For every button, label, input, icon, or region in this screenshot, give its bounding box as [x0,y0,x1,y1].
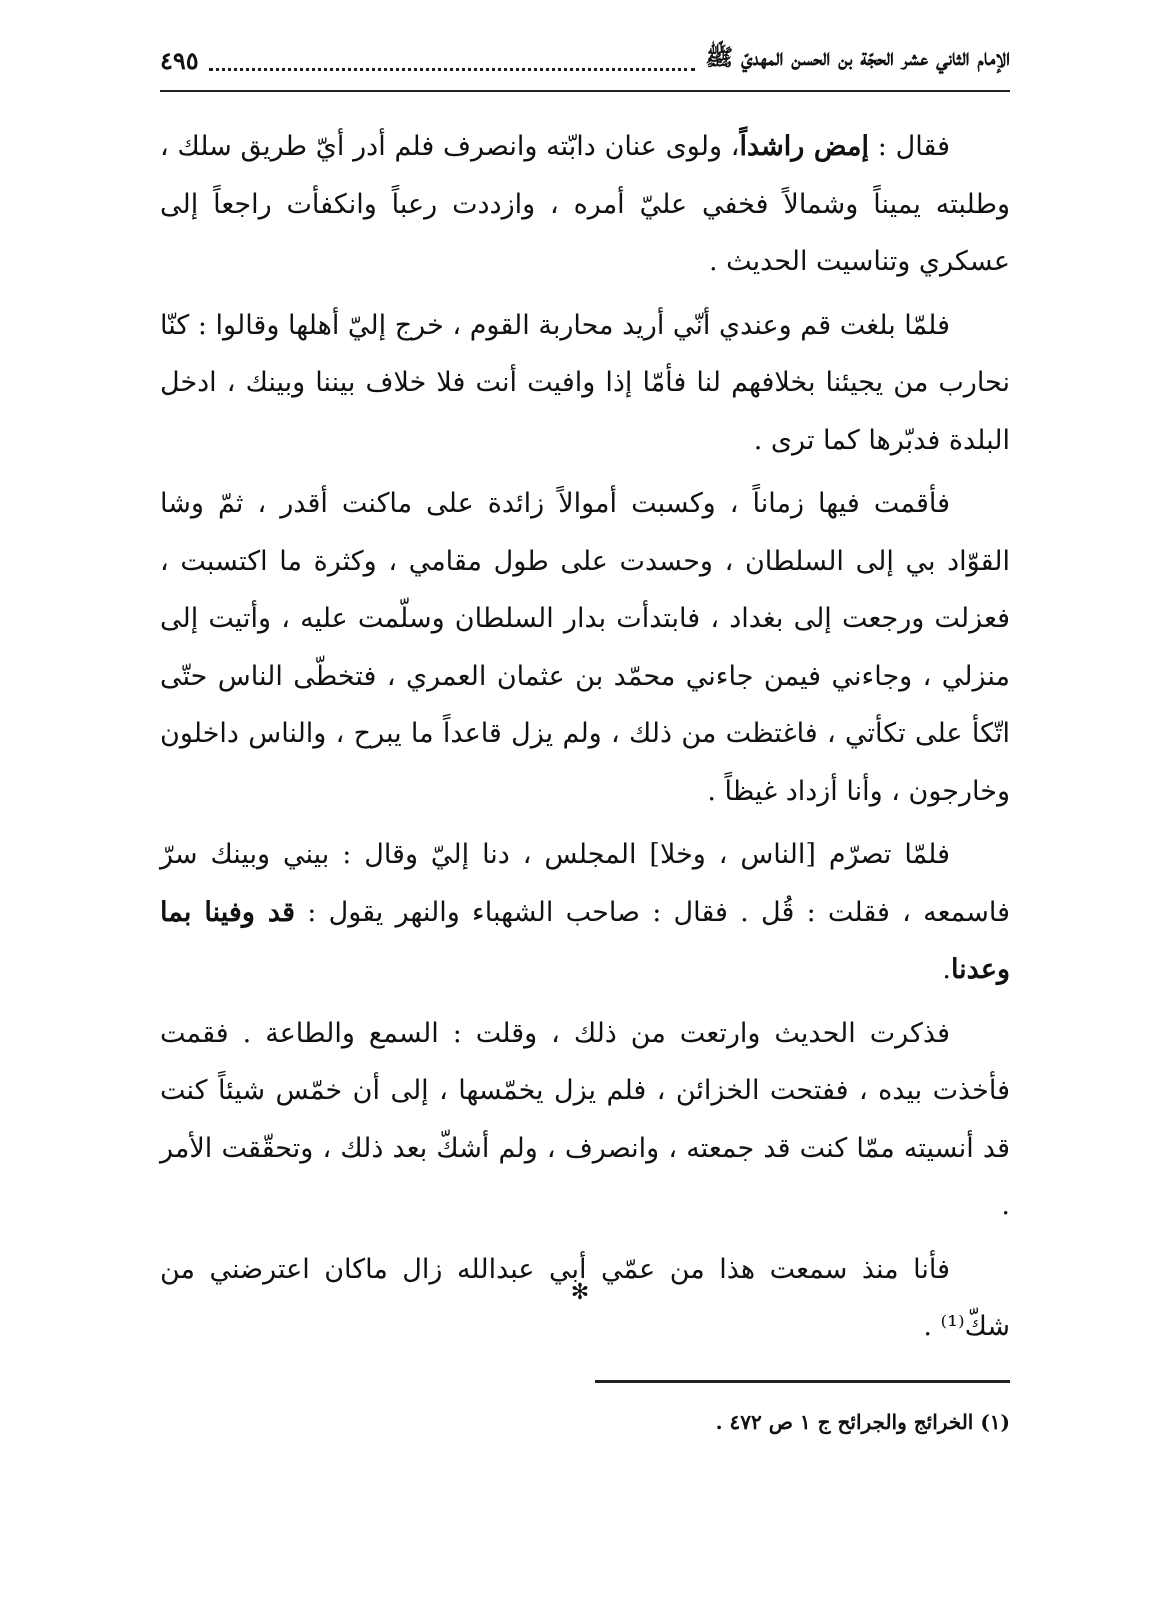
paragraph-text: فقال : [868,131,951,162]
paragraph-3: فأقمت فيها زماناً ، وكسبت أموالاً زائدة على ماكنت أقدر ، ثمّ وشا القوّاد بي إلى السلطان ، وحسدت على طول مقامي ، وكثرة ما اكتسبت ، فعزلت ورجعت إلى بغداد ، فابتدأت بدار السلطان وسلّمت عليه ، وأتيت إلى منزلي ، وجاءني فيمن جاءني محمّد بن عثمان العمري ، فتخطّى الناس حتّى اتّكأ على تكأتي ، فاغتظت من ذلك ، ولم يزل قاعداً ما يبرح ، والناس داخلون وخارجون ، وأنا أزداد غيظاً . [160,488,1010,807]
running-header [160,40,1010,80]
footnote-rule [595,1380,1010,1383]
paragraph-6: فأنا منذ سمعت هذا من عمّي أبي عبدالله زال ماكان اعترضني من شكّ⁽¹⁾ . [160,1253,1010,1342]
section-separator-icon: ✻ [570,1280,590,1305]
paragraph-5: فذكرت الحديث وارتعت من ذلك ، وقلت : السمع والطاعة . فقمت فأخذت بيده ، ففتحت الخزائن ، فلم يزل يخمّسها ، إلى أن خمّس شيئاً كنت قد أنسيته ممّا كنت قد جمعته ، وانصرف ، ولم أشكّ بعد ذلك ، وتحقّقت الأمر . [160,1017,1010,1221]
footnote: (١) الخرائج والجرائح ج ١ ص ٤٧٢ . [715,1410,1010,1434]
page-number: ٤٩٥ [160,45,199,75]
main-text [160,118,1010,1362]
paragraph-text: . [942,954,951,985]
paragraph-text: ، ولوى عنان دابّته وانصرف فلم أدر أيّ طريق سلك ، وطلبته يميناً وشمالاً فخفي عليّ أمره ، وازددت رعباً وانكفأت راجعاً إلى عسكري وتناسيت الحديث . [160,131,1010,277]
paragraph-1 [160,118,1010,291]
header-dot-leader [209,50,696,71]
paragraph-2: فلمّا بلغت قم وعندي أنّي أريد محاربة القوم ، خرج إليّ أهلها وقالوا : كنّا نحارب من يجيئنا بخلافهم لنا فأمّا إذا وافيت أنت فلا خلاف بيننا وبينك ، ادخل البلدة فدبّرها كما ترى . [160,309,1010,456]
paragraph-text: فلمّا تصرّم [الناس ، وخلا] المجلس ، دنا إليّ وقال : بيني وبينك سرّ فاسمعه ، فقلت : قُل . فقال : صاحب الشهباء والنهر يقول : [160,839,1010,928]
header-rule [160,90,1010,92]
bold-quote: قد وفينا بما وعدنا [160,896,1010,985]
paragraph-4 [160,826,1010,999]
header-title: الإمام الثاني عشر الحجّة بن الحسن المهديّ ﷺ [705,44,1010,71]
bold-quote: إمض راشداً [739,131,869,162]
